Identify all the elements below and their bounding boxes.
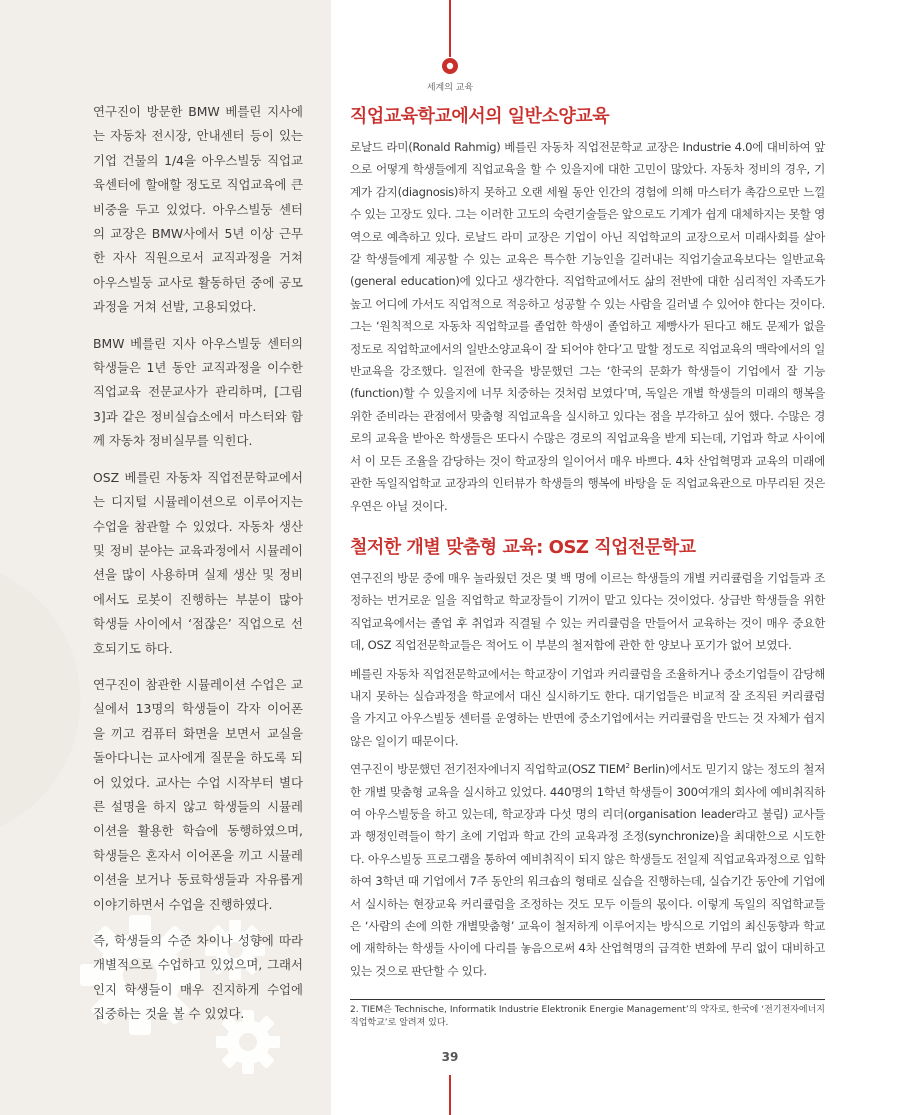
sidebar-panel <box>0 0 331 1115</box>
sidebar-text <box>93 100 303 1039</box>
main-content <box>350 104 825 988</box>
section-heading: 직업교육학교에서의 일반소양교육 <box>350 106 610 127</box>
footnote-reference[interactable]: 2 <box>625 762 630 771</box>
sidebar-paragraph: BMW 베를린 지사 아우스빌둥 센터의 학생들은 1년 동안 교직과정을 이수한 직업교육 전문교사가 관리하며, [그림 3]과 같은 정비실습소에서 마스터와 함께 자동차 정비실무를 익힌다. <box>93 335 303 449</box>
sidebar-paragraph: OSZ 베를린 자동차 직업전문학교에서는 디지털 시뮬레이션으로 이루어지는 수업을 참관할 수 있었다. 자동차 생산 및 정비 분야는 교육과정에서 시뮬레이션을 많이 사용하며 실제 생산 및 정비에서도 로봇이 진행하는 부분이 많아 학생들 사이에서 ‘점잖은’ 직업으로 선호되기도 하다. <box>93 469 303 656</box>
body-paragraph: 로날드 라미(Ronald Rahmig) 베를린 자동차 직업전문학교 교장은 Industrie 4.0에 대비하여 앞으로 어떻게 학생들에게 직업교육을 할 수 있을지에 대한 고민이 많았다. 자동차 정비의 경우, 기계가 감지(diagnosis)하지 못하고 오랜 세월 동안 인간의 경험에 의해 마스터가 촉감으로만 느낄 수 있는 고장도 있다. 그는 이러한 고도의 숙련기술들은 앞으로도 기계가 쉽게 대체하지는 못할 영역으로 예측하고 있다. 로날드 라미 교장은 기업이 아닌 직업학교의 교장으로서 미래사회를 살아갈 학생들에게 제공할 수 있는 교육은 특수한 기능인을 길러내는 직업기술교육보다는 일반교육(general education)에 있다고 생각한다. 직업학교에서도 삶의 전반에 대한 심리적인 자족도가 높고 어디에 가서도 직업적으로 적응하고 성공할 수 있는 사람을 길러낼 수 있어야 한다는 것이다. 그는 ‘원칙적으로 자동차 직업학교를 졸업한 학생이 졸업하고 제빵사가 된다고 해도 문제가 없을 정도로 직업학교에서의 일반소양교육이 잘 되어야 한다’고 말할 정도로 직업교육의 맥락에서의 일반교육을 강조했다. 일전에 한국을 방문했던 그는 ‘한국의 문화가 학생들이 기업에서 잘 기능(function)할 수 있을지에 너무 치중하는 것처럼 보였다’며, 독일은 개별 학생들의 미래의 행복을 위한 준비라는 관점에서 맞춤형 직업교육을 실시하고 있다는 점을 부각하고 싶어 했다. 수많은 경로의 교육을 받아온 학생들은 또다시 수많은 경로의 직업교육을 받게 되는데, 기업과 학교 사이에서 이 모든 조율을 감당하는 것이 학교장의 일이어서 매우 바쁘다. 4차 산업혁명과 교육의 미래에 관한 독일직업학교 교장과의 인터뷰가 학생들의 행복에 바탕을 둔 직업교육관으로 마무리된 것은 우연은 아닐 것이다. <box>350 140 825 513</box>
section-marker-icon <box>441 57 459 75</box>
footnote-divider <box>350 999 825 1000</box>
sidebar-paragraph: 연구진이 참관한 시뮬레이션 수업은 교실에서 13명의 학생들이 각자 이어폰을 끼고 컴퓨터 화면을 보면서 교실을 돌아다니는 교사에게 질문을 하도록 되어 있었다. 교사는 수업 시작부터 별다른 설명을 하지 않고 학생들의 시뮬레이션을 활용한 학습에 동행하였으며, 학생들은 혼자서 이어폰을 끼고 시뮬레이션을 보거나 동료학생들과 자유롭게 이야기하면서 수업을 진행하였다. <box>93 676 303 912</box>
body-text: 연구진이 방문했던 전기전자에너지 직업학교(OSZ TIEM <box>350 762 626 777</box>
sidebar-paragraph: 즉, 학생들의 수준 차이나 성향에 따라 개별적으로 수업하고 있었으며, 그래서인지 학생들이 매우 진지하게 수업에 집중하는 것을 볼 수 있었다. <box>93 933 303 1022</box>
body-paragraph: 베를린 자동차 직업전문학교에서는 학교장이 기업과 커리큘럼을 조율하거나 중소기업들이 감당해 내지 못하는 실습과정을 학교에서 대신 실시하기도 한다. 대기업들은 비교적 잘 조직된 커리큘럼을 가지고 아우스빌둥 센터를 운영하는 반면에 중소기업에서는 커리큘럼을 만드는 것 자체가 쉽지 않은 일이기 때문이다. <box>350 666 825 748</box>
footnote: 2. TIEM은 Technische, Informatik Industrie Elektronik Energie Management’의 약자로, 한국에 ‘전기전자에너지 직업학교’로 알려져 있다. <box>350 1005 825 1028</box>
top-divider-line <box>449 0 451 57</box>
body-paragraph: 연구진의 방문 중에 매우 놀라웠던 것은 몇 백 명에 이르는 학생들의 개별 커리큘럼을 기업들과 조정하는 번거로운 일을 직업학교 학교장들이 기꺼이 맡고 있다는 것이었다. 상급반 학생들을 위한 직업교육에서는 졸업 후 취업과 직결될 수 있는 커리큘럼을 만들어서 교육하는 것이 매우 중요한데, OSZ 직업전문학교들은 적어도 이 부분의 철저함에 관한 한 양보나 포기가 없어 보였다. <box>350 570 825 653</box>
page-number: 39 <box>441 1050 459 1064</box>
section-label: 세계의 교육 <box>426 83 474 93</box>
bottom-divider-line <box>449 1075 451 1115</box>
body-text: Berlin)에서도 믿기지 않는 정도의 철저한 개별 맞춤형 교육을 실시하고 있었다. 440명의 1학년 학생들이 300여개의 회사에 예비취직하여 아우스빌둥을 하고 있는데, 학교장과 다섯 명의 리더(organisation leader라고 불림) 교사들과 행정인력들이 학기 초에 기업과 학교 간의 교육과정 조정(synchronize)을 최대한으로 시도한다. 아우스빌둥 프로그램을 통하여 예비취직이 되지 않은 학생들도 전일제 직업교육과정으로 입학하여 3학년 때 기업에서 7주 동안의 워크숍의 형태로 실습을 진행하는데, 실습기간 동안에 기업에서 실시하는 현장교육 커리큘럼을 조정하는 것도 모두 이들의 몫이다. 이렇게 독일의 직업학교들은 ‘사람의 손에 의한 개별맞춤형’ 교육이 철저하게 이루어지는 방식으로 기업의 최신동향과 학교에 재학하는 학생들 사이에 다리를 놓음으로써 4차 산업혁명의 급격한 변화에 무리 없이 대비하고 있는 것으로 판단할 수 있다. <box>350 762 825 978</box>
body-paragraph <box>350 758 825 982</box>
section-heading: 철저한 개별 맞춤형 교육: OSZ 직업전문학교 <box>350 536 696 558</box>
sidebar-paragraph: 연구진이 방문한 BMW 베를린 지사에는 자동차 전시장, 안내센터 등이 있는 기업 건물의 1/4을 아우스빌둥 직업교육센터에 할애할 정도로 직업교육에 큰 비중을 두고 있었다. 아우스빌둥 센터의 교장은 BMW사에서 5년 이상 근무한 자사 직원으로서 교직과정을 거쳐 아우스빌둥 교사로 활동하던 중에 공모과정을 거쳐 선발, 고용되었다. <box>93 104 303 315</box>
